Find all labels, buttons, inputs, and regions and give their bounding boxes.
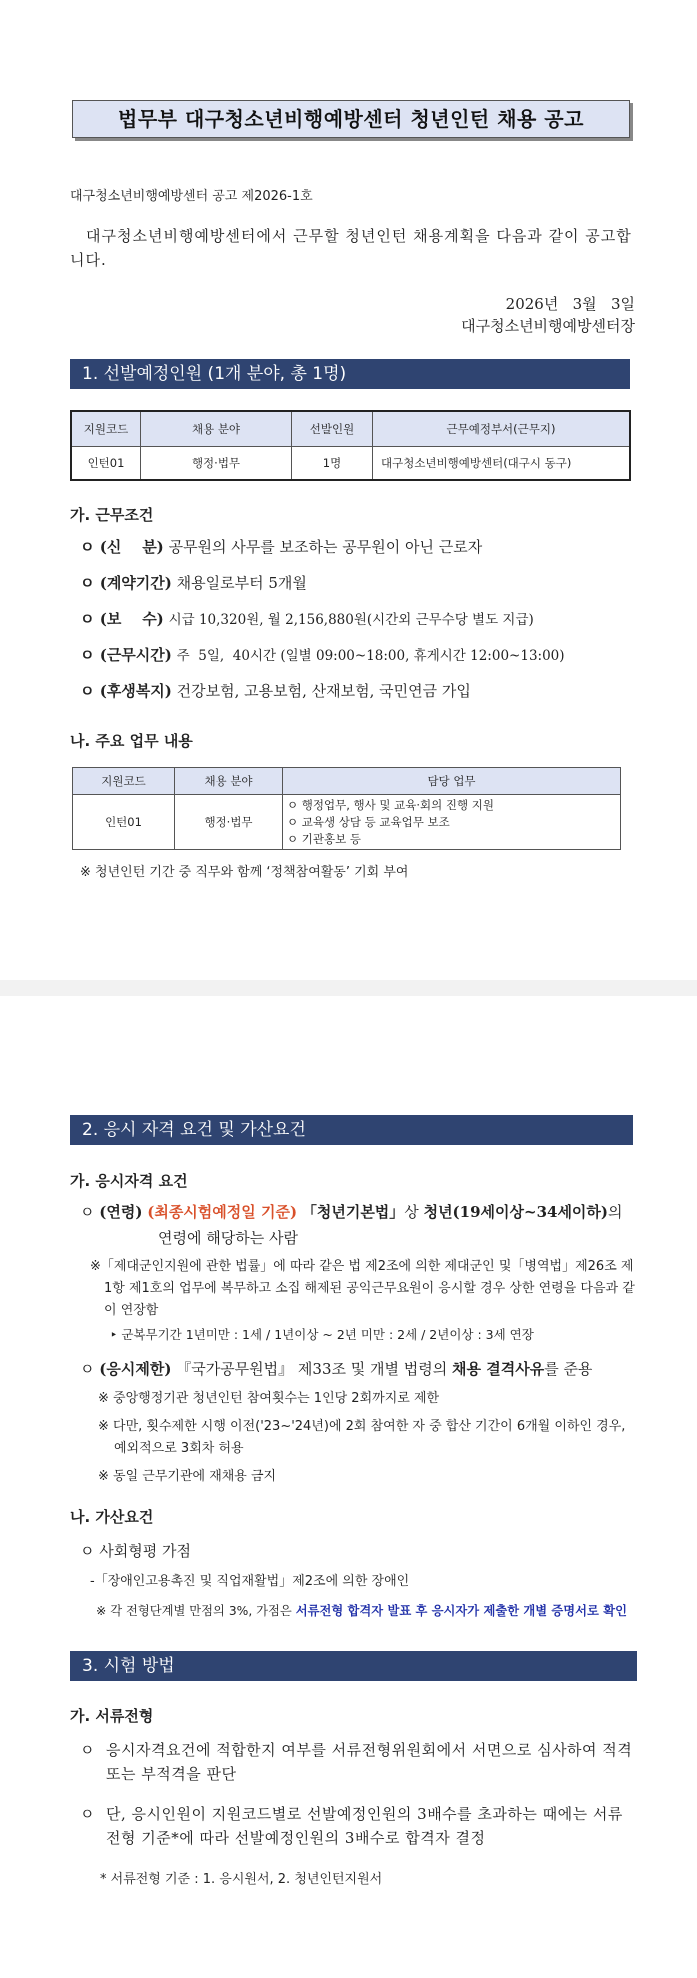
duties-table — [72, 767, 621, 850]
intro-paragraph: 대구청소년비행예방센터에서 근무할 청년인턴 채용계획을 다음과 같이 공고합니다. — [70, 227, 632, 269]
section-3-header: 3. 시험 방법 — [70, 1651, 637, 1681]
restriction-note: ※ 중앙행정기관 청년인턴 참여횟수는 1인당 2회까지로 제한 — [98, 1391, 440, 1406]
duties-cell — [283, 795, 621, 850]
screening-item: ㅇ 단, 응시인원이 지원코드별로 선발예정인원의 3배수를 초과하는 때에는 서류전형 기준*에 따라 선발예정인원의 3배수로 합격자 결정 — [80, 1805, 623, 1847]
col-header: 채용 분야 — [141, 411, 292, 446]
col-header: 선발인원 — [292, 411, 373, 446]
screening-criteria-note: * 서류전형 기준 : 1. 응시원서, 2. 청년인턴지원서 — [100, 1872, 383, 1887]
document-title: 법무부 대구청소년비행예방센터 청년인턴 채용 공고 — [72, 100, 630, 138]
application-restriction: ㅇ (응시제한) 『국가공무원법』 제33조 및 개별 법령의 채용 결격사유를 준용 — [80, 1360, 593, 1378]
military-extension-detail: ‣ 군복무기간 1년미만 : 1세 / 1년이상 ~ 2년 미만 : 2세 / 2년이상 : 3세 연장 — [110, 1327, 534, 1342]
table-cell: 인턴01 — [73, 795, 175, 850]
col-header: 지원코드 — [71, 411, 141, 446]
section-1-header: 1. 선발예정인원 (1개 분야, 총 1명) — [70, 359, 630, 389]
subheading-eligibility: 가. 응시자격 요건 — [70, 1172, 188, 1190]
age-requirement: ㅇ (연령) (최종시험예정일 기준) 「청년기본법」상 청년(19세이상~34세이하)의 — [80, 1203, 623, 1221]
document-page-2 — [0, 996, 697, 1978]
bonus-law: -「장애인고용촉진 및 직업재활법」제2조에 의한 장애인 — [90, 1574, 410, 1589]
table-cell: 1명 — [292, 446, 373, 480]
duty-item: ㅇ 교육생 상담 등 교육업무 보조 — [287, 814, 450, 829]
col-header: 담당 업무 — [283, 768, 621, 795]
notice-number: 대구청소년비행예방센터 공고 제2026-1호 — [70, 189, 313, 204]
restriction-note: ※ 다만, 횟수제한 시행 이전('23~'24년)에 2회 참여한 자 중 합산 기간이 6개월 이하인 경우, 예외적으로 3회차 허용 — [98, 1419, 626, 1456]
notice-date: 2026년 3월 3일 — [505, 295, 635, 313]
bonus-note: ※ 각 전형단계별 만점의 3%, 가점은 서류전형 합격자 발표 후 응시자가 제출한 개별 증명서로 확인 — [96, 1604, 627, 1618]
recruitment-table — [70, 410, 631, 481]
duty-item: ㅇ 행정업무, 행사 및 교육·회의 진행 지원 — [287, 797, 494, 812]
table-cell: 인턴01 — [71, 446, 141, 480]
condition-item: ㅇ (보 수) 시급 10,320원, 월 2,156,880원(시간외 근무수당 별도 지급) — [80, 610, 534, 628]
table-cell: 대구청소년비행예방센터(대구시 동구) — [373, 446, 631, 480]
condition-item: ㅇ (후생복지) 건강보험, 고용보험, 산재보험, 국민연금 가입 — [80, 682, 471, 700]
age-requirement-cont: 연령에 해당하는 사람 — [158, 1229, 298, 1247]
table-cell: 행정·법무 — [141, 446, 292, 480]
subheading-main-duties: 나. 주요 업무 내용 — [70, 732, 193, 750]
col-header: 지원코드 — [73, 768, 175, 795]
section-2-header: 2. 응시 자격 요건 및 가산요건 — [70, 1115, 633, 1145]
condition-item: ㅇ (계약기간) 채용일로부터 5개월 — [80, 574, 307, 592]
restriction-note: ※ 동일 근무기관에 재채용 금지 — [98, 1469, 277, 1484]
military-extension-note: ※「제대군인지원에 관한 법률」에 따라 같은 법 제2조에 의한 제대군인 및「병역법」제26조 제1항 제1호의 업무에 복무하고 소집 해제된 공익근무요원이 응시할 경우 상한 연령을 다음과 같이 연장함 — [90, 1259, 635, 1318]
col-header: 근무예정부서(근무지) — [373, 411, 631, 446]
condition-item: ㅇ (신 분) 공무원의 사무를 보조하는 공무원이 아닌 근로자 — [80, 538, 483, 556]
table-cell: 행정·법무 — [175, 795, 283, 850]
duty-item: ㅇ 기관홍보 등 — [287, 831, 361, 846]
subheading-bonus: 나. 가산요건 — [70, 1508, 154, 1526]
document-page-1 — [0, 0, 697, 980]
screening-item: ㅇ 응시자격요건에 적합한지 여부를 서류전형위원회에서 서면으로 심사하여 적격 또는 부적격을 판단 — [80, 1741, 633, 1783]
col-header: 채용 분야 — [175, 768, 283, 795]
subheading-document-screening: 가. 서류전형 — [70, 1707, 154, 1725]
subheading-work-conditions: 가. 근무조건 — [70, 506, 154, 524]
condition-item: ㅇ (근무시간) 주 5일, 40시간 (일별 09:00~18:00, 휴게시간 12:00~13:00) — [80, 646, 565, 664]
policy-note: ※ 청년인턴 기간 중 직무와 함께 ‘정책참여활동’ 기회 부여 — [80, 865, 409, 880]
notice-issuer: 대구청소년비행예방센터장 — [461, 317, 635, 335]
bonus-item: ㅇ 사회형평 가점 — [80, 1542, 191, 1560]
